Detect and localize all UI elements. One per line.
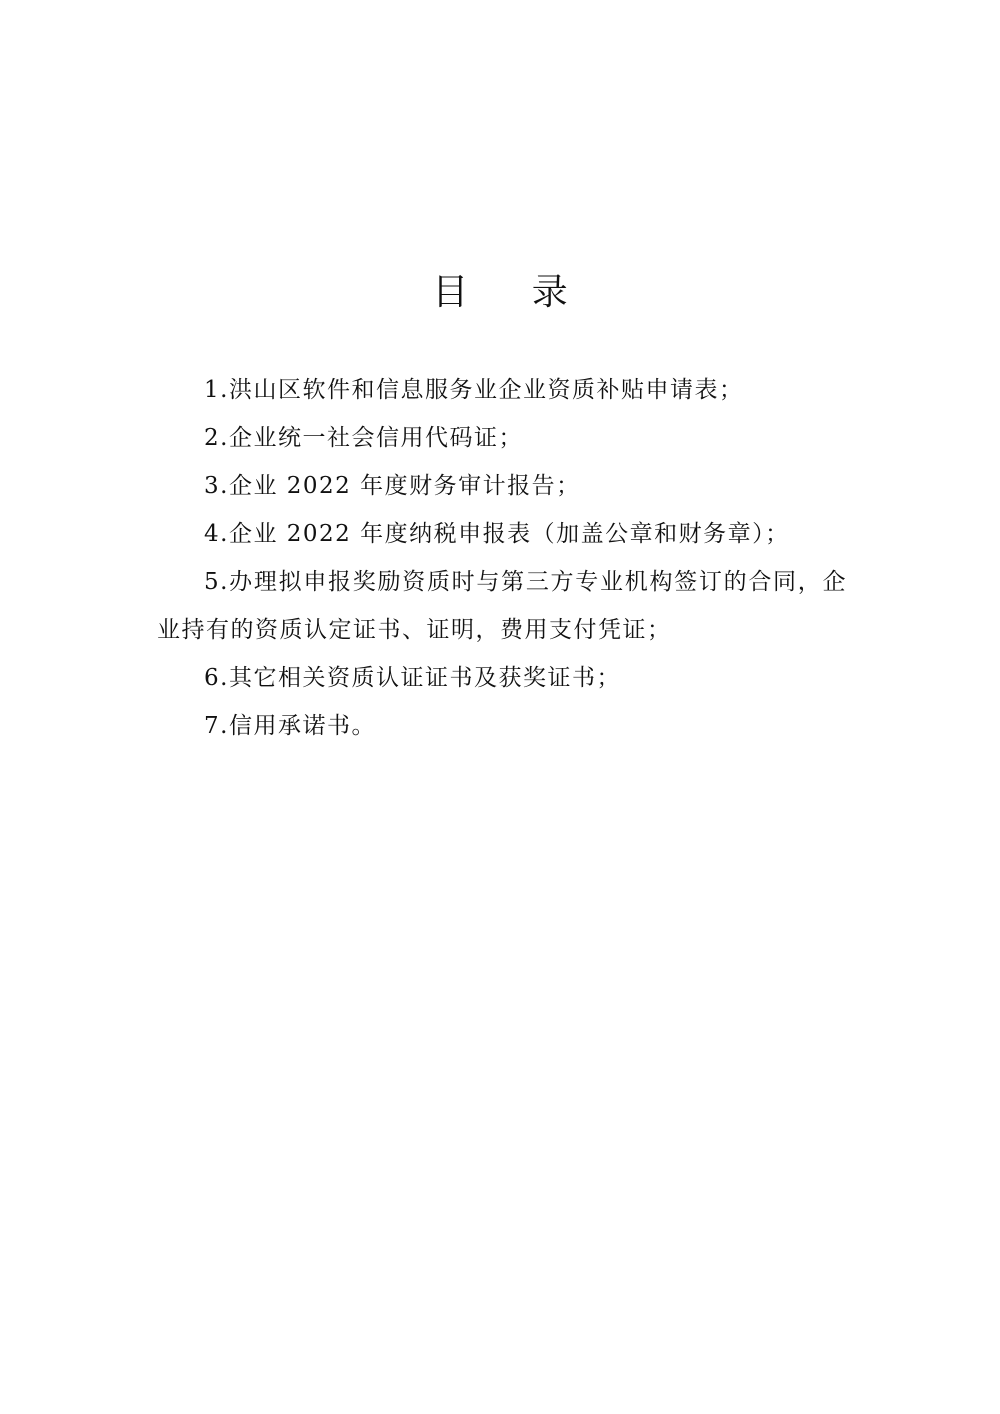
contents-list [157,366,857,750]
list-item: 3.企业 2022 年度财务审计报告； [204,473,581,499]
list-item: 1.洪山区软件和信息服务业企业资质补贴申请表； [204,377,744,403]
list-item: 4.企业 2022 年度纳税申报表（加盖公章和财务章）； [204,521,790,547]
list-item: 6.其它相关资质认证证书及获奖证书； [204,665,621,691]
list-item: 7.信用承诺书。 [204,713,376,739]
page-title: 目 录 [432,272,594,313]
list-item: 2.企业统一社会信用代码证； [204,425,523,451]
list-item: 5.办理拟申报奖励资质时与第三方专业机构签订的合同，企业持有的资质认定证书、证明，费用支付凭证； [157,569,847,643]
